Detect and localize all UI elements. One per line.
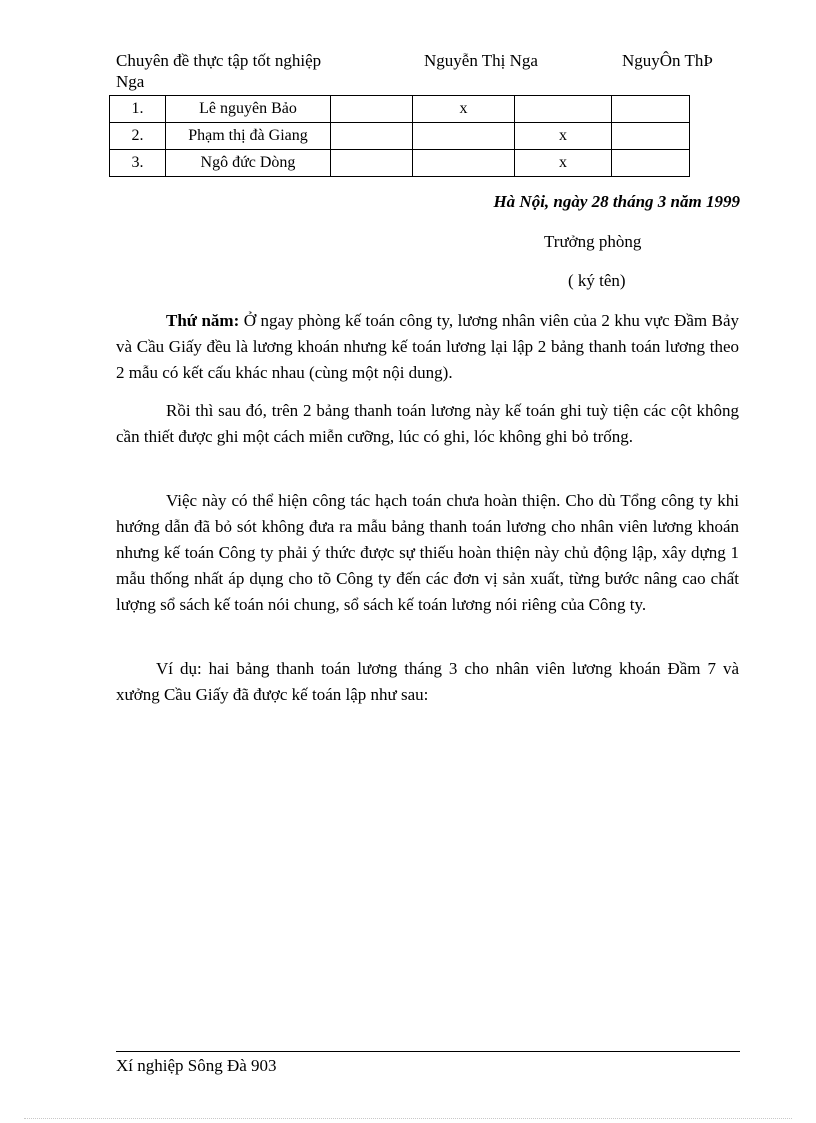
paragraph-2: Rồi thì sau đó, trên 2 bảng thanh toán lương này kế toán ghi tuỳ tiện các cột không cần thiết được ghi một cách miễn cưỡng, lúc có ghi, lóc không ghi bỏ trống. [116,401,739,446]
row-number: 1. [110,96,166,123]
table-cell [413,150,515,177]
table-cell [515,96,612,123]
table-cell [331,96,413,123]
table-cell [331,150,413,177]
table-cell [331,123,413,150]
paragraph-1 [116,308,739,386]
paragraph-text: Ở ngay phòng kế toán công ty, lương nhân viên của 2 khu vực Đầm Bảy và Cầu Giấy đều là lương khoán nhưng kế toán lương lại lập 2 bảng thanh toán lương theo 2 mẫu có kết cấu khác nhau (cùng một nội dung). [116,311,739,382]
row-number: 2. [110,123,166,150]
paragraph-4: Ví dụ: hai bảng thanh toán lương tháng 3 cho nhân viên lương khoán Đầm 7 và xưởng Cầu Giấy đã được kế toán lập như sau: [116,659,739,704]
employee-name: Phạm thị đà Giang [166,123,331,150]
table-cell [612,123,690,150]
table-row [110,96,690,123]
attendance-table [109,95,690,177]
footer-divider [116,1051,740,1052]
table-cell: x [413,96,515,123]
header-right: NguyÔn ThÞ [622,51,713,70]
table-cell [612,96,690,123]
table-row [110,123,690,150]
footer-text: Xí nghiệp Sông Đà 903 [116,1056,277,1075]
table-row [110,150,690,177]
row-number: 3. [110,150,166,177]
employee-name: Lê nguyên Bảo [166,96,331,123]
table-cell: x [515,150,612,177]
paragraph-lead: Thứ năm: [166,311,240,330]
page-bottom-border [24,1118,792,1119]
place-date: Hà Nội, ngày 28 tháng 3 năm 1999 [493,192,740,211]
signature-title: Trưởng phòng [544,232,642,251]
header-center: Nguyễn Thị Nga [424,51,538,70]
table-cell [413,123,515,150]
header-wrap: Nga [116,72,145,91]
signature-note: ( ký tên) [568,271,626,290]
employee-name: Ngô đức Dòng [166,150,331,177]
table-cell: x [515,123,612,150]
table-cell [612,150,690,177]
paragraph-3: Việc này có thể hiện công tác hạch toán chưa hoàn thiện. Cho dù Tổng công ty khi hướng dẫn đã bỏ sót không đưa ra mẫu bảng thanh toán lương cho nhân viên lương khoán nhưng kế toán Công ty phải ý thức được sự thiếu hoàn thiện này chủ động lập, xây dựng 1 mẫu thống nhất áp dụng cho tõ Công ty đến các đơn vị sản xuất, từng bước nâng cao chất lượng sổ sách kế toán nói chung, sổ sách kế toán lương nói riêng của Công ty. [116,491,739,614]
header-left: Chuyên đề thực tập tốt nghiệp [116,51,322,70]
